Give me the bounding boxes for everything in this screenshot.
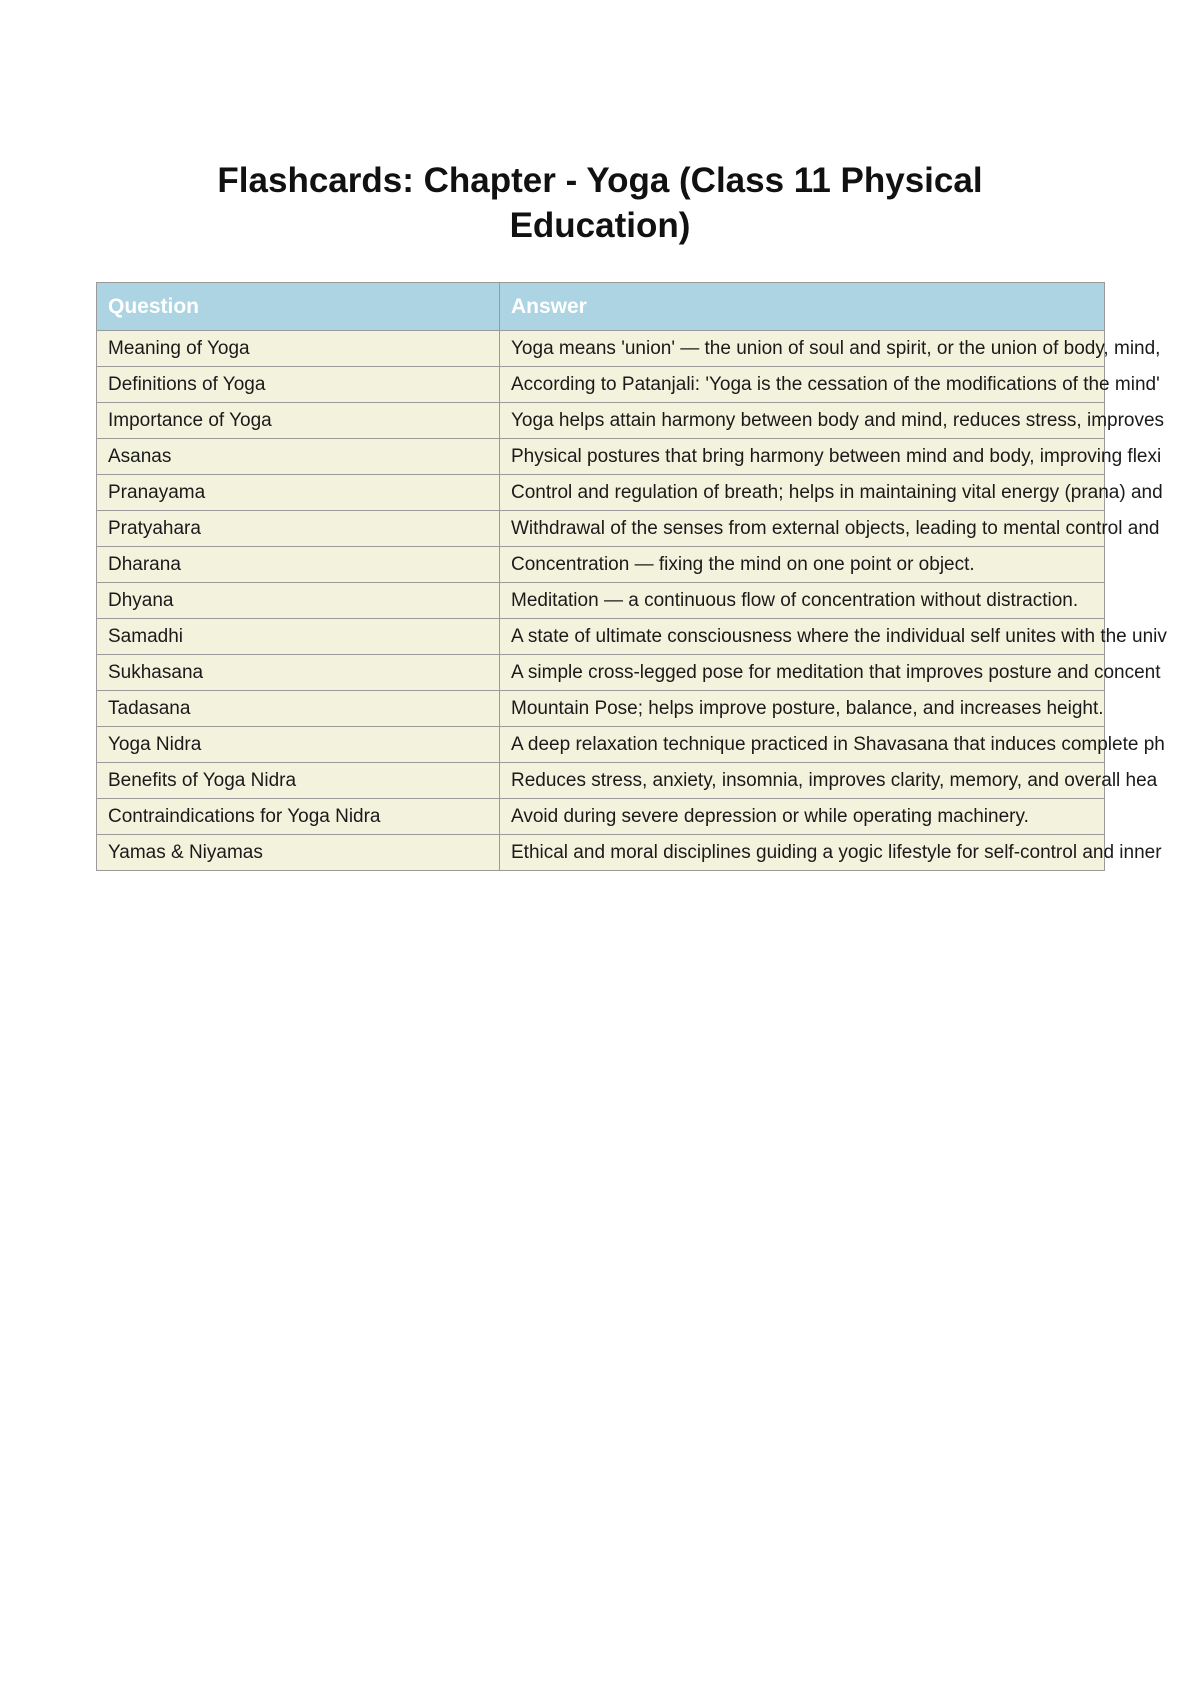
answer-cell: Mountain Pose; helps improve posture, balance, and increases height. bbox=[500, 691, 1105, 727]
answer-cell: Avoid during severe depression or while operating machinery. bbox=[500, 799, 1105, 835]
answer-cell: A simple cross-legged pose for meditation that improves posture and concent bbox=[500, 655, 1105, 691]
question-cell: Sukhasana bbox=[97, 655, 500, 691]
table-row bbox=[97, 511, 1105, 547]
answer-cell: Yoga means 'union' — the union of soul and spirit, or the union of body, mind, bbox=[500, 331, 1105, 367]
question-cell: Yoga Nidra bbox=[97, 727, 500, 763]
table-row bbox=[97, 655, 1105, 691]
column-header-question: Question bbox=[97, 283, 500, 331]
table-row bbox=[97, 331, 1105, 367]
question-cell: Importance of Yoga bbox=[97, 403, 500, 439]
answer-cell: Ethical and moral disciplines guiding a yogic lifestyle for self-control and inner bbox=[500, 835, 1105, 871]
answer-cell: A deep relaxation technique practiced in Shavasana that induces complete ph bbox=[500, 727, 1105, 763]
question-cell: Definitions of Yoga bbox=[97, 367, 500, 403]
table-row bbox=[97, 367, 1105, 403]
answer-cell: Control and regulation of breath; helps in maintaining vital energy (prana) and bbox=[500, 475, 1105, 511]
table-row bbox=[97, 583, 1105, 619]
question-cell: Dharana bbox=[97, 547, 500, 583]
table-row bbox=[97, 763, 1105, 799]
answer-cell: Yoga helps attain harmony between body and mind, reduces stress, improves bbox=[500, 403, 1105, 439]
answer-cell: Concentration — fixing the mind on one point or object. bbox=[500, 547, 1105, 583]
column-header-answer: Answer bbox=[500, 283, 1105, 331]
question-cell: Pranayama bbox=[97, 475, 500, 511]
table-row bbox=[97, 475, 1105, 511]
answer-cell: Reduces stress, anxiety, insomnia, improves clarity, memory, and overall hea bbox=[500, 763, 1105, 799]
table-row bbox=[97, 619, 1105, 655]
question-cell: Pratyahara bbox=[97, 511, 500, 547]
question-cell: Asanas bbox=[97, 439, 500, 475]
flashcards-table-container bbox=[96, 282, 1200, 882]
flashcards-table bbox=[96, 282, 1167, 871]
question-cell: Dhyana bbox=[97, 583, 500, 619]
table-row bbox=[97, 727, 1105, 763]
table-header-row bbox=[97, 283, 1105, 331]
table-row bbox=[97, 547, 1105, 583]
table-row bbox=[97, 439, 1105, 475]
question-cell: Tadasana bbox=[97, 691, 500, 727]
answer-cell: Withdrawal of the senses from external objects, leading to mental control and bbox=[500, 511, 1105, 547]
page-title: Flashcards: Chapter - Yoga (Class 11 Physical Education) bbox=[217, 161, 983, 245]
question-cell: Meaning of Yoga bbox=[97, 331, 500, 367]
answer-cell: Meditation — a continuous flow of concentration without distraction. bbox=[500, 583, 1105, 619]
answer-cell: According to Patanjali: 'Yoga is the cessation of the modifications of the mind' bbox=[500, 367, 1105, 403]
answer-cell: A state of ultimate consciousness where the individual self unites with the univ bbox=[500, 619, 1105, 655]
table-row bbox=[97, 835, 1105, 871]
question-cell: Samadhi bbox=[97, 619, 500, 655]
question-cell: Benefits of Yoga Nidra bbox=[97, 763, 500, 799]
table-row bbox=[97, 799, 1105, 835]
table-row bbox=[97, 691, 1105, 727]
question-cell: Yamas & Niyamas bbox=[97, 835, 500, 871]
table-row bbox=[97, 403, 1105, 439]
answer-cell: Physical postures that bring harmony between mind and body, improving flexi bbox=[500, 439, 1105, 475]
question-cell: Contraindications for Yoga Nidra bbox=[97, 799, 500, 835]
